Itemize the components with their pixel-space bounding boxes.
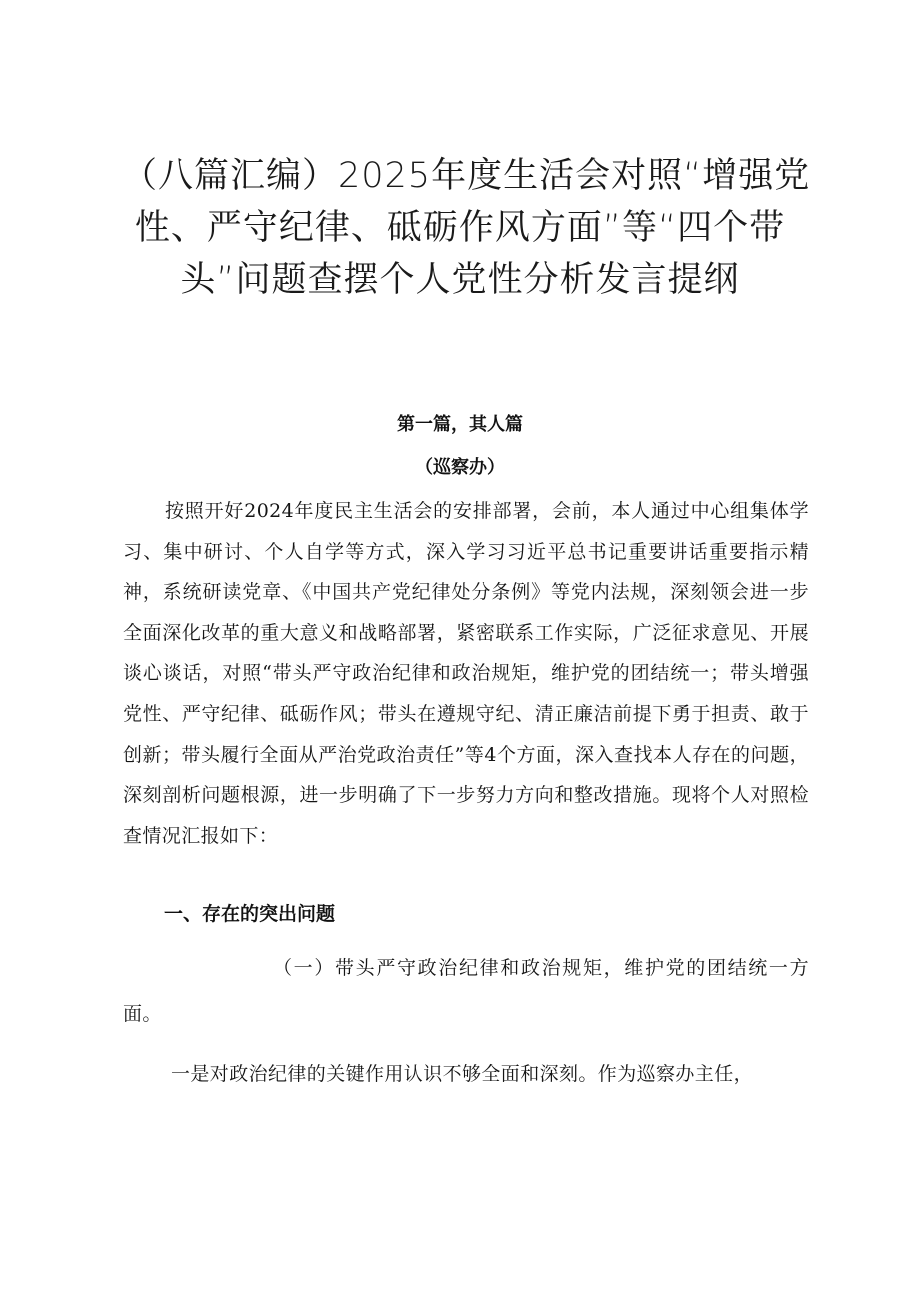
document-title-line-1: （八篇汇编）2025年度生活会对照“增强党 [122,156,811,196]
sub-heading-political-discipline: （一）带头严守政治纪律和政治规矩，维护党的团结统一方面。 [123,957,809,1025]
document-title-line-3: 头”问题查摆个人党性分析发言提纲 [180,260,740,300]
document-title-line-2: 性、严守纪律、砥砺作风方面”等“四个带 [134,208,786,248]
part-title: 第一篇，其人篇 [397,414,523,435]
department-label: （巡察办） [415,457,505,478]
intro-paragraph: 按照开好2024年度民主生活会的安排部署，会前，本人通过中心组集体学习、集中研讨、个人自学等方式，深入学习习近平总书记重要讲话重要指示精神，系统研读党章、《中国共产党纪律处分条例》等党内法规，深刻领会进一步全面深化改革的重大意义和战略部署，紧密联系工作实际，广泛征求意见、开展谈心谈话，对照“带头严守政治纪律和政治规矩，维护党的团结统一；带头增强党性、严守纪律、砥砺作风；带头在遵规守纪、清正廉洁前提下勇于担责、敢于创新；带头履行全面从严治党政治责任”等4个方面，深入查找本人存在的问题，深刻剖析问题根源，进一步明确了下一步努力方向和整改措施。现将个人对照检查情况汇报如下： [123,500,809,847]
section-heading-existing-problems: 一、存在的突出问题 [164,903,336,925]
document-title [122,150,811,306]
point-one-paragraph: 一是对政治纪律的关键作用认识不够全面和深刻。作为巡察办主任， [171,1063,754,1085]
